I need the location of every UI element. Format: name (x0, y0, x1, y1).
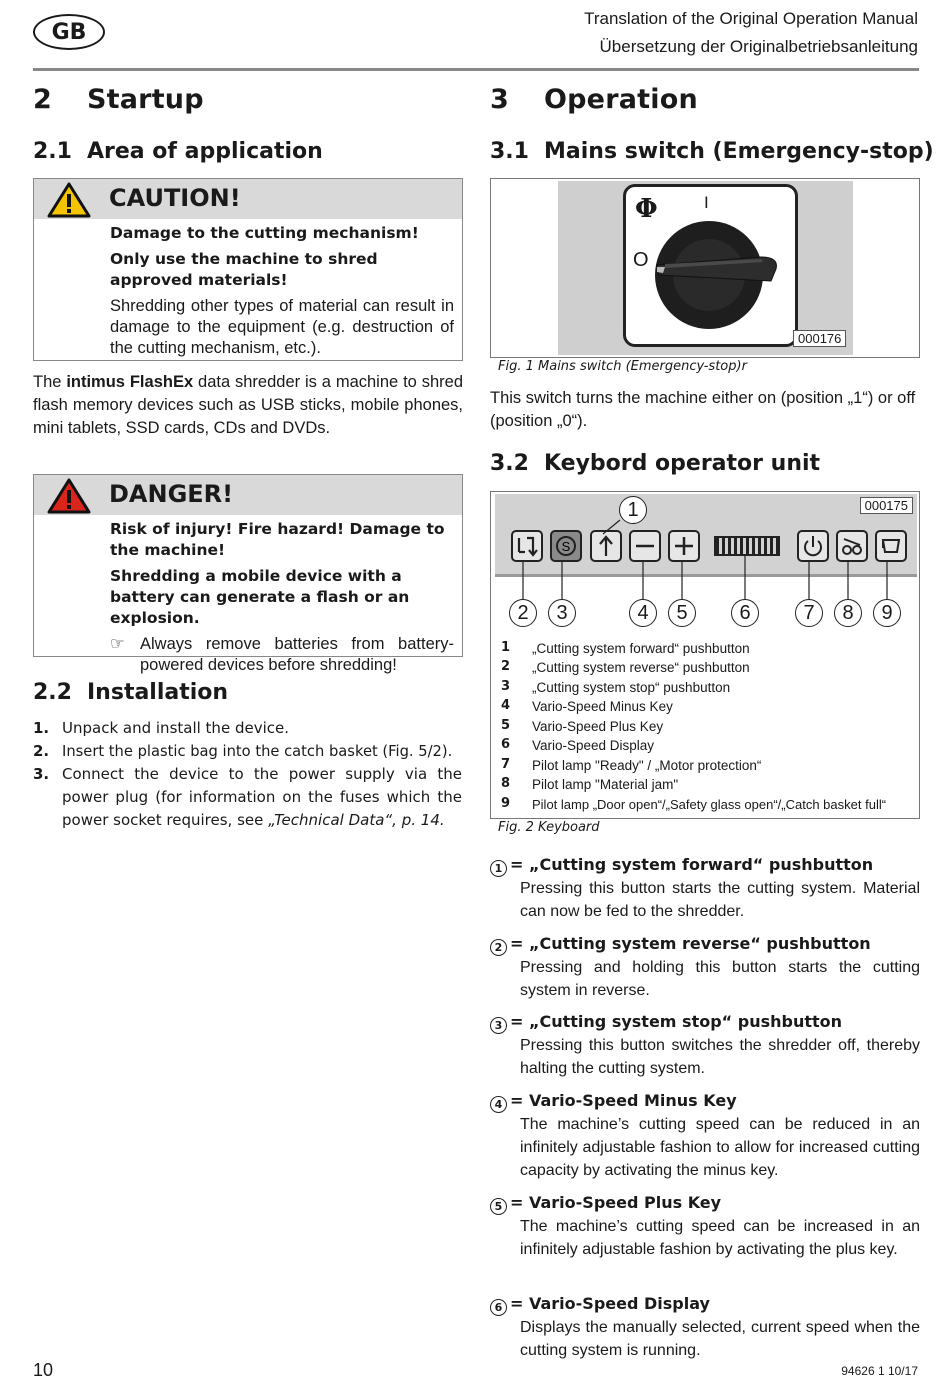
section-3-1-heading: 3.1 Mains switch (Emergency-stop) (490, 139, 934, 164)
item-number-circle: 2 (490, 939, 507, 956)
danger-bullet: ☞ Always remove batteries from battery-powered devices before shredding! (110, 635, 454, 674)
danger-bold-1: Risk of injury! Fire hazard! Damage to the machine! (110, 520, 445, 559)
item-number-circle: 3 (490, 1017, 507, 1034)
figure-mains-switch (490, 178, 920, 358)
item-description: 3 = „Cutting system stop“ pushbutton Pressing this button switches the shredder off, thereby halting the cutting system. (490, 1012, 920, 1080)
legend-text: Pilot lamp „Door open“/„Safety glass open“/„Catch basket full“ (532, 797, 887, 812)
caution-bold-1: Damage to the cutting mechanism! (110, 224, 419, 242)
figure-code: 000176 (793, 330, 846, 347)
item-description: 4 = Vario-Speed Minus Key The machine’s cutting speed can be reduced in an infinitely adjustable fashion to allow for increased cutting capacity by activating the minus key. (490, 1091, 920, 1182)
legend-number: 8 (501, 776, 511, 791)
figure-2-caption: Fig. 2 Keyboard (498, 820, 600, 835)
legend-number: 1 (501, 640, 511, 655)
header-rule (33, 68, 919, 71)
header-title-de: Übersetzung der Originalbetriebsanleitung (599, 37, 918, 56)
legend-text: Vario-Speed Display (532, 738, 655, 753)
legend-text: „Cutting system stop“ pushbutton (532, 680, 731, 695)
phi-symbol: Φ (635, 194, 658, 224)
step-number: 1. (33, 719, 50, 737)
step-text: Unpack and install the device. (62, 719, 289, 737)
legend-text: Vario-Speed Plus Key (532, 719, 664, 734)
callout-1: 1 (619, 496, 647, 524)
section-2-1-heading: 2.1 Area of application (33, 139, 323, 164)
section-3-heading: 3 Operation (490, 84, 698, 115)
callout-9: 9 (873, 599, 901, 627)
callout-5: 5 (668, 599, 696, 627)
pointing-hand-icon: ☞ (110, 635, 125, 653)
figure-keyboard (490, 491, 920, 819)
intro-paragraph: The intimus FlashEx data shredder is a machine to shred flash memory devices such as USB sticks, mobile phones, mini tablets, SSD cards, CDs and DVDs. (33, 373, 463, 437)
legend-text: „Cutting system reverse“ pushbutton (532, 660, 750, 675)
legend-text: Pilot lamp "Ready" / „Motor protection“ (532, 758, 762, 773)
item-description: 6 = Vario-Speed Display Displays the manually selected, current speed when the cutting system is running. (490, 1294, 920, 1362)
header-title-en: Translation of the Original Operation Manual (584, 9, 918, 28)
step-number: 2. (33, 742, 50, 760)
step-number: 3. (33, 765, 50, 783)
step-text: Insert the plastic bag into the catch basket (Fig. 5/2). (62, 743, 453, 760)
item-description: 2 = „Cutting system reverse“ pushbutton Pressing and holding this button starts the cutting system in reverse. (490, 934, 920, 1002)
caution-box (33, 178, 463, 361)
page-number: 10 (33, 1360, 54, 1380)
legend-number: 7 (501, 757, 511, 772)
section-3-2-heading: 3.2 Keybord operator unit (490, 451, 821, 476)
switch-description: This switch turns the machine either on (position „1“) or off (position „0“). (490, 389, 916, 430)
legend-number: 4 (501, 698, 511, 713)
callout-2: 2 (509, 599, 537, 627)
danger-bold-2: Shredding a mobile device with a battery can generate a flash or an explosion. (110, 567, 410, 627)
legend-number: 2 (501, 659, 511, 674)
callout-3: 3 (548, 599, 576, 627)
language-badge: GB (33, 14, 105, 50)
section-2-heading: 2 Startup (33, 84, 204, 115)
svg-text:S: S (561, 539, 571, 554)
danger-title: DANGER! (109, 480, 234, 508)
section-2-2-heading: 2.2 Installation (33, 680, 229, 705)
item-number-circle: 5 (490, 1198, 507, 1215)
callout-6: 6 (731, 599, 759, 627)
brand-name: intimus FlashEx (66, 373, 194, 391)
caution-bold-2: Only use the machine to shred approved materials! (110, 250, 378, 289)
callout-4: 4 (629, 599, 657, 627)
warning-icon (47, 182, 91, 222)
item-description: 1 = „Cutting system forward“ pushbutton Pressing this button starts the cutting system. Material can now be fed to the shredder. (490, 855, 920, 923)
legend-number: 5 (501, 718, 511, 733)
item-description: 5 = Vario-Speed Plus Key The machine’s cutting speed can be increased in an infinitely adjustable fashion by activating the plus key. (490, 1193, 920, 1261)
position-zero-label: O (633, 249, 649, 271)
item-number-circle: 1 (490, 860, 507, 877)
legend-text: Pilot lamp "Material jam" (532, 777, 679, 792)
legend-text: „Cutting system forward“ pushbutton (532, 641, 750, 656)
callout-8: 8 (834, 599, 862, 627)
legend-number: 6 (501, 737, 511, 752)
legend-number: 9 (501, 796, 511, 811)
position-one-label: I (704, 193, 709, 212)
item-number-circle: 4 (490, 1096, 507, 1113)
figure-1-caption: Fig. 1 Mains switch (Emergency-stop)r (498, 359, 747, 374)
danger-box (33, 474, 463, 674)
caution-text: Shredding other types of material can result in damage to the equipment (e.g. destruction of the cutting mechanism, etc.). (110, 297, 454, 357)
danger-icon (47, 478, 91, 518)
legend-number: 3 (501, 679, 511, 694)
rotary-knob[interactable] (651, 217, 786, 341)
callout-7: 7 (795, 599, 823, 627)
step-text: Connect the device to the power supply via the power plug (for information on the fuses which the power socket requires, see „Technical Data“, p. 14. (62, 765, 462, 829)
item-number-circle: 6 (490, 1299, 507, 1316)
caution-title: CAUTION! (109, 184, 241, 212)
legend-text: Vario-Speed Minus Key (532, 699, 673, 714)
technical-data-link[interactable]: „Technical Data“, p. 14. (268, 811, 445, 829)
document-code: 94626 1 10/17 (841, 1364, 918, 1378)
figure-code: 000175 (860, 497, 913, 514)
